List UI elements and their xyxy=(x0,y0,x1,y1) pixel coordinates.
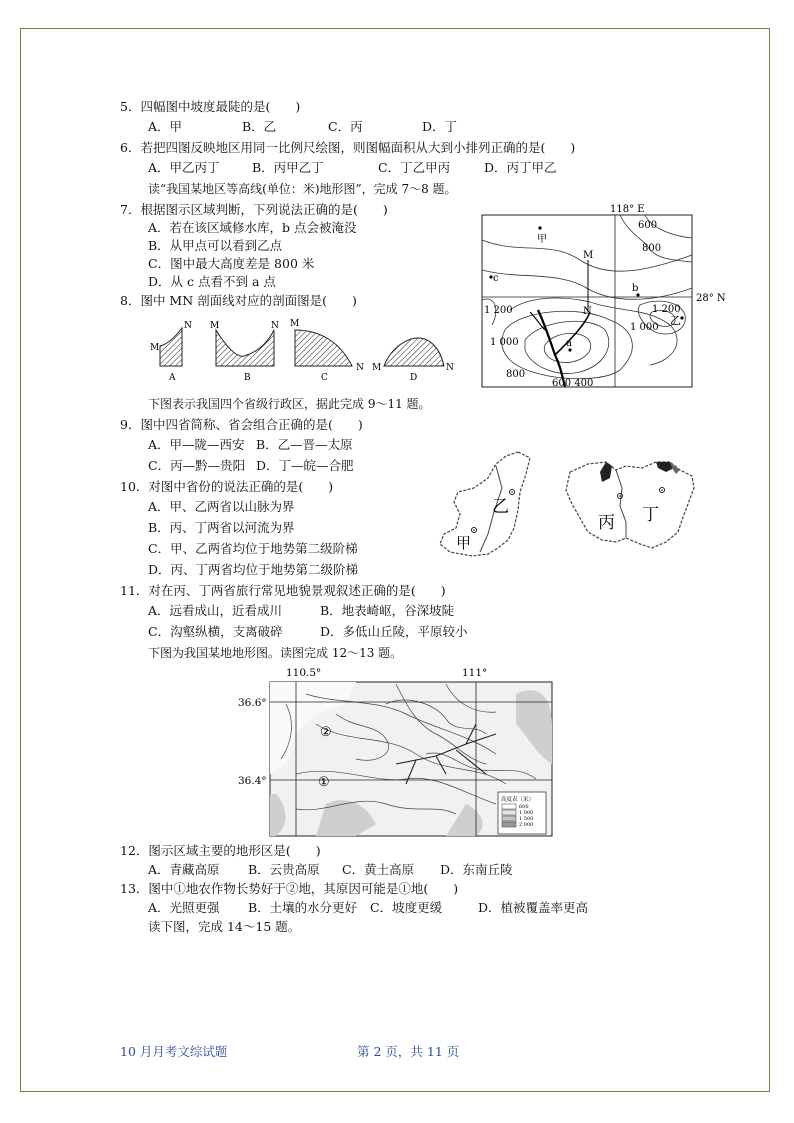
profile-b-m: M xyxy=(210,321,220,331)
q5-option-c: C．丙 xyxy=(328,119,363,134)
profile-options xyxy=(140,316,460,386)
footer-page-number: 第 2 页，共 11 页 xyxy=(357,1044,460,1059)
contour-map xyxy=(470,200,730,392)
longitude-label: 118° E xyxy=(610,204,645,215)
contour-800-bottom-label: 800 xyxy=(506,369,526,380)
q10-option-b: B．丙、丁两省以河流为界 xyxy=(148,520,295,535)
point-n-label: N xyxy=(583,306,592,317)
q7-option-d: D．从 c 点看不到 a 点 xyxy=(148,274,276,289)
map2-lon-1: 110.5° xyxy=(286,667,322,679)
point-b-label: b xyxy=(632,283,639,294)
q9-option-d: D．丁—皖—合肥 xyxy=(256,458,354,473)
profile-d-m: M xyxy=(372,363,382,373)
intro-7-8: 读“我国某地区等高线(单位：米)地形图”，完成 7～8 题。 xyxy=(148,182,457,196)
legend-2000: 2 000 xyxy=(519,822,534,828)
profile-a-n: N xyxy=(184,321,192,331)
q10-option-d: D．丙、丁两省均位于地势第二级阶梯 xyxy=(148,562,359,577)
contour-600-label: 600 xyxy=(638,220,658,231)
q12-option-c: C．黄土高原 xyxy=(342,862,415,877)
province-jia-label: 甲 xyxy=(456,534,472,552)
map2-lon-2: 111° xyxy=(462,667,488,679)
q12-option-d: D．东南丘陵 xyxy=(440,862,513,877)
latitude-label: 28° N xyxy=(696,293,726,304)
profile-d-label: D xyxy=(410,373,418,383)
legend-1500: 1 500 xyxy=(519,816,534,822)
contour-800-label: 800 xyxy=(642,243,662,254)
profile-c-label: C xyxy=(321,373,328,383)
profile-a-label: A xyxy=(169,373,176,383)
q9-option-a: A．甲—陇—西安 xyxy=(148,437,245,452)
contour-1000-left-label: 1 000 xyxy=(490,337,519,348)
q13-option-c: C．坡度更缓 xyxy=(370,900,443,915)
map2-lat-2: 36.4° xyxy=(238,775,267,787)
profile-d-n: N xyxy=(446,363,454,373)
point-m-label: M xyxy=(583,250,594,261)
q9-option-b: B．乙—晋—太原 xyxy=(256,437,353,452)
q6-option-c: C．丁乙甲丙 xyxy=(378,160,451,175)
q11-option-d: D．多低山丘陵，平原较小 xyxy=(320,624,468,639)
map2-point-2: ② xyxy=(320,725,332,740)
q7-option-c: C．图中最大高度差是 800 米 xyxy=(148,256,315,271)
question-6: 6．若把四图反映地区用同一比例尺绘图，则图幅面积从大到小排列正确的是( ) xyxy=(120,140,576,155)
point-yi-label: 乙 xyxy=(670,314,681,327)
q7-option-b: B．从甲点可以看到乙点 xyxy=(148,238,283,253)
footer-exam-title: 10 月月考文综试题 xyxy=(120,1044,228,1059)
q12-option-a: A．青藏高原 xyxy=(148,862,220,877)
q11-option-c: C．沟壑纵横，支离破碎 xyxy=(148,624,283,639)
q6-option-d: D．丙丁甲乙 xyxy=(484,160,557,175)
contour-1200-right-label: 1 200 xyxy=(652,304,681,315)
q6-option-b: B．丙甲乙丁 xyxy=(252,160,324,175)
q11-option-a: A．远看成山，近看成川 xyxy=(148,603,283,618)
point-c-label: c xyxy=(493,273,499,284)
question-10: 10．对图中省份的说法正确的是( ) xyxy=(120,479,334,494)
elevation-legend xyxy=(498,792,546,834)
profile-c-m: M xyxy=(290,319,300,329)
province-yi-label: 乙 xyxy=(492,497,509,517)
question-7: 7．根据图示区域判断，下列说法正确的是( ) xyxy=(120,202,388,217)
q9-option-c: C．丙—黔—贵阳 xyxy=(148,458,246,473)
contour-600-400-label: 600 400 xyxy=(552,378,594,389)
map2-lat-1: 36.6° xyxy=(238,697,267,709)
q5-option-a: A．甲 xyxy=(148,119,183,134)
intro-14-15: 读下图，完成 14～15 题。 xyxy=(148,919,301,934)
contour-1200-left-label: 1 200 xyxy=(484,305,513,316)
map2-point-1: ① xyxy=(318,775,330,790)
point-a-label: a xyxy=(566,338,572,349)
question-13: 13．图中①地农作物长势好于②地，其原因可能是①地( ) xyxy=(120,881,459,896)
topographic-map xyxy=(236,664,562,840)
legend-1000: 1 000 xyxy=(519,810,534,816)
q10-option-c: C．甲、乙两省均位于地势第二级阶梯 xyxy=(148,541,358,556)
q10-option-a: A．甲、乙两省以山脉为界 xyxy=(148,499,295,514)
profile-a-m: M xyxy=(150,343,160,353)
q5-option-b: B．乙 xyxy=(242,119,277,134)
point-jia-label: 甲 xyxy=(537,234,547,245)
contour-1000-right-label: 1 000 xyxy=(630,322,659,333)
question-5: 5．四幅图中坡度最陡的是( ) xyxy=(120,99,301,114)
question-8: 8．图中 MN 剖面线对应的剖面图是( ) xyxy=(120,293,357,308)
q5-option-d: D．丁 xyxy=(422,119,458,134)
q13-option-b: B．土壤的水分更好 xyxy=(248,900,358,915)
q13-option-d: D．植被覆盖率更高 xyxy=(478,900,589,915)
province-bing-label: 丙 xyxy=(598,513,615,533)
legend-600: 600 xyxy=(519,804,529,810)
legend-title: 高度表（米） xyxy=(501,797,535,803)
q6-option-a: A．甲乙丙丁 xyxy=(148,160,220,175)
q12-option-b: B．云贵高原 xyxy=(248,862,320,877)
q7-option-a: A．若在该区域修水库，b 点会被淹没 xyxy=(148,220,357,235)
intro-9-11: 下图表示我国四个省级行政区，据此完成 9～11 题。 xyxy=(148,397,431,411)
question-9: 9．图中四省简称、省会组合正确的是( ) xyxy=(120,417,363,432)
q13-option-a: A．光照更强 xyxy=(148,900,220,915)
q11-option-b: B．地表崎岖，谷深坡陡 xyxy=(320,603,455,618)
question-12: 12．图示区域主要的地形区是( ) xyxy=(120,843,321,858)
question-11: 11．对在丙、丁两省旅行常见地貌景观叙述正确的是( ) xyxy=(120,583,446,598)
intro-12-13: 下图为我国某地地形图。读图完成 12～13 题。 xyxy=(148,646,403,660)
province-ding-label: 丁 xyxy=(642,505,659,525)
profile-b-label: B xyxy=(244,373,251,383)
profile-c-n: N xyxy=(356,363,364,373)
profile-b-n: N xyxy=(271,321,279,331)
provinces-map xyxy=(430,448,700,566)
